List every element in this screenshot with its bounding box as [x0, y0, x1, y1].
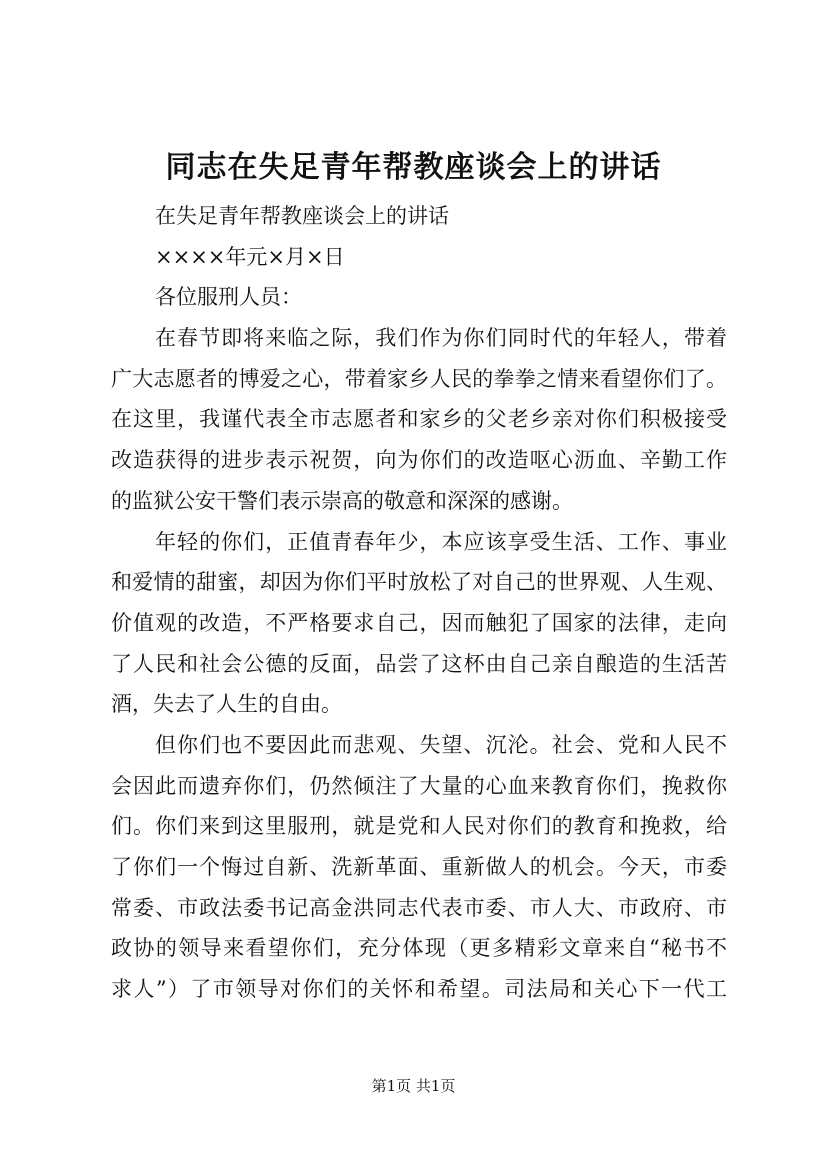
text-line: 各位服刑人员： — [155, 285, 302, 310]
text-line: 但你们也不要因此而悲观、失望、沉沦。社会、党和人民不 — [155, 732, 727, 757]
document-title: 同志在失足青年帮教座谈会上的讲话 — [165, 150, 662, 185]
text-line: 和爱情的甜蜜，却因为你们平时放松了对自己的世界观、人生观、 — [111, 570, 727, 595]
text-line: 会因此而遗弃你们，仍然倾注了大量的心血来教育你们，挽救你 — [111, 773, 727, 798]
text-line: 了你们一个悔过自新、洗新革面、重新做人的机会。今天，市委 — [111, 855, 727, 879]
document-body — [111, 196, 727, 1010]
text-line: 在失足青年帮教座谈会上的讲话 — [155, 204, 449, 228]
text-line: 价值观的改造，不严格要求自己，因而触犯了国家的法律，走向 — [111, 610, 727, 635]
text-line: 广大志愿者的博爱之心，带着家乡人民的拳拳之情来看望你们了。 — [111, 366, 727, 391]
text-line: 了人民和社会公德的反面，品尝了这杯由自己亲自酿造的生活苦 — [111, 651, 727, 676]
text-line: 的监狱公安干警们表示崇高的敬意和深深的感谢。 — [111, 488, 573, 513]
text-line: ××××年元×月×日 — [155, 244, 345, 269]
text-line: 们。你们来到这里服刑，就是党和人民对你们的教育和挽救，给 — [111, 814, 727, 839]
text-line: 改造获得的进步表示祝贺，向为你们的改造呕心沥血、辛勤工作 — [111, 448, 727, 473]
text-line: 政协的领导来看望你们，充分体现（更多精彩文章来自“秘书不 — [111, 936, 727, 961]
text-line: 在春节即将来临之际，我们作为你们同时代的年轻人，带着 — [155, 326, 727, 351]
text-line: 在这里，我谨代表全市志愿者和家乡的父老乡亲对你们积极接受 — [111, 407, 727, 432]
page-footer: 第1页 共1页 — [371, 1077, 456, 1095]
text-line: 酒，失去了人生的自由。 — [111, 692, 342, 717]
text-line: 年轻的你们，正值青春年少，本应该享受生活、工作、事业 — [155, 529, 727, 554]
text-line: 求人”）了市领导对你们的关怀和希望。司法局和关心下一代工 — [111, 977, 727, 1002]
text-line: 常委、市政法委书记高金洪同志代表市委、市人大、市政府、市 — [111, 895, 727, 920]
